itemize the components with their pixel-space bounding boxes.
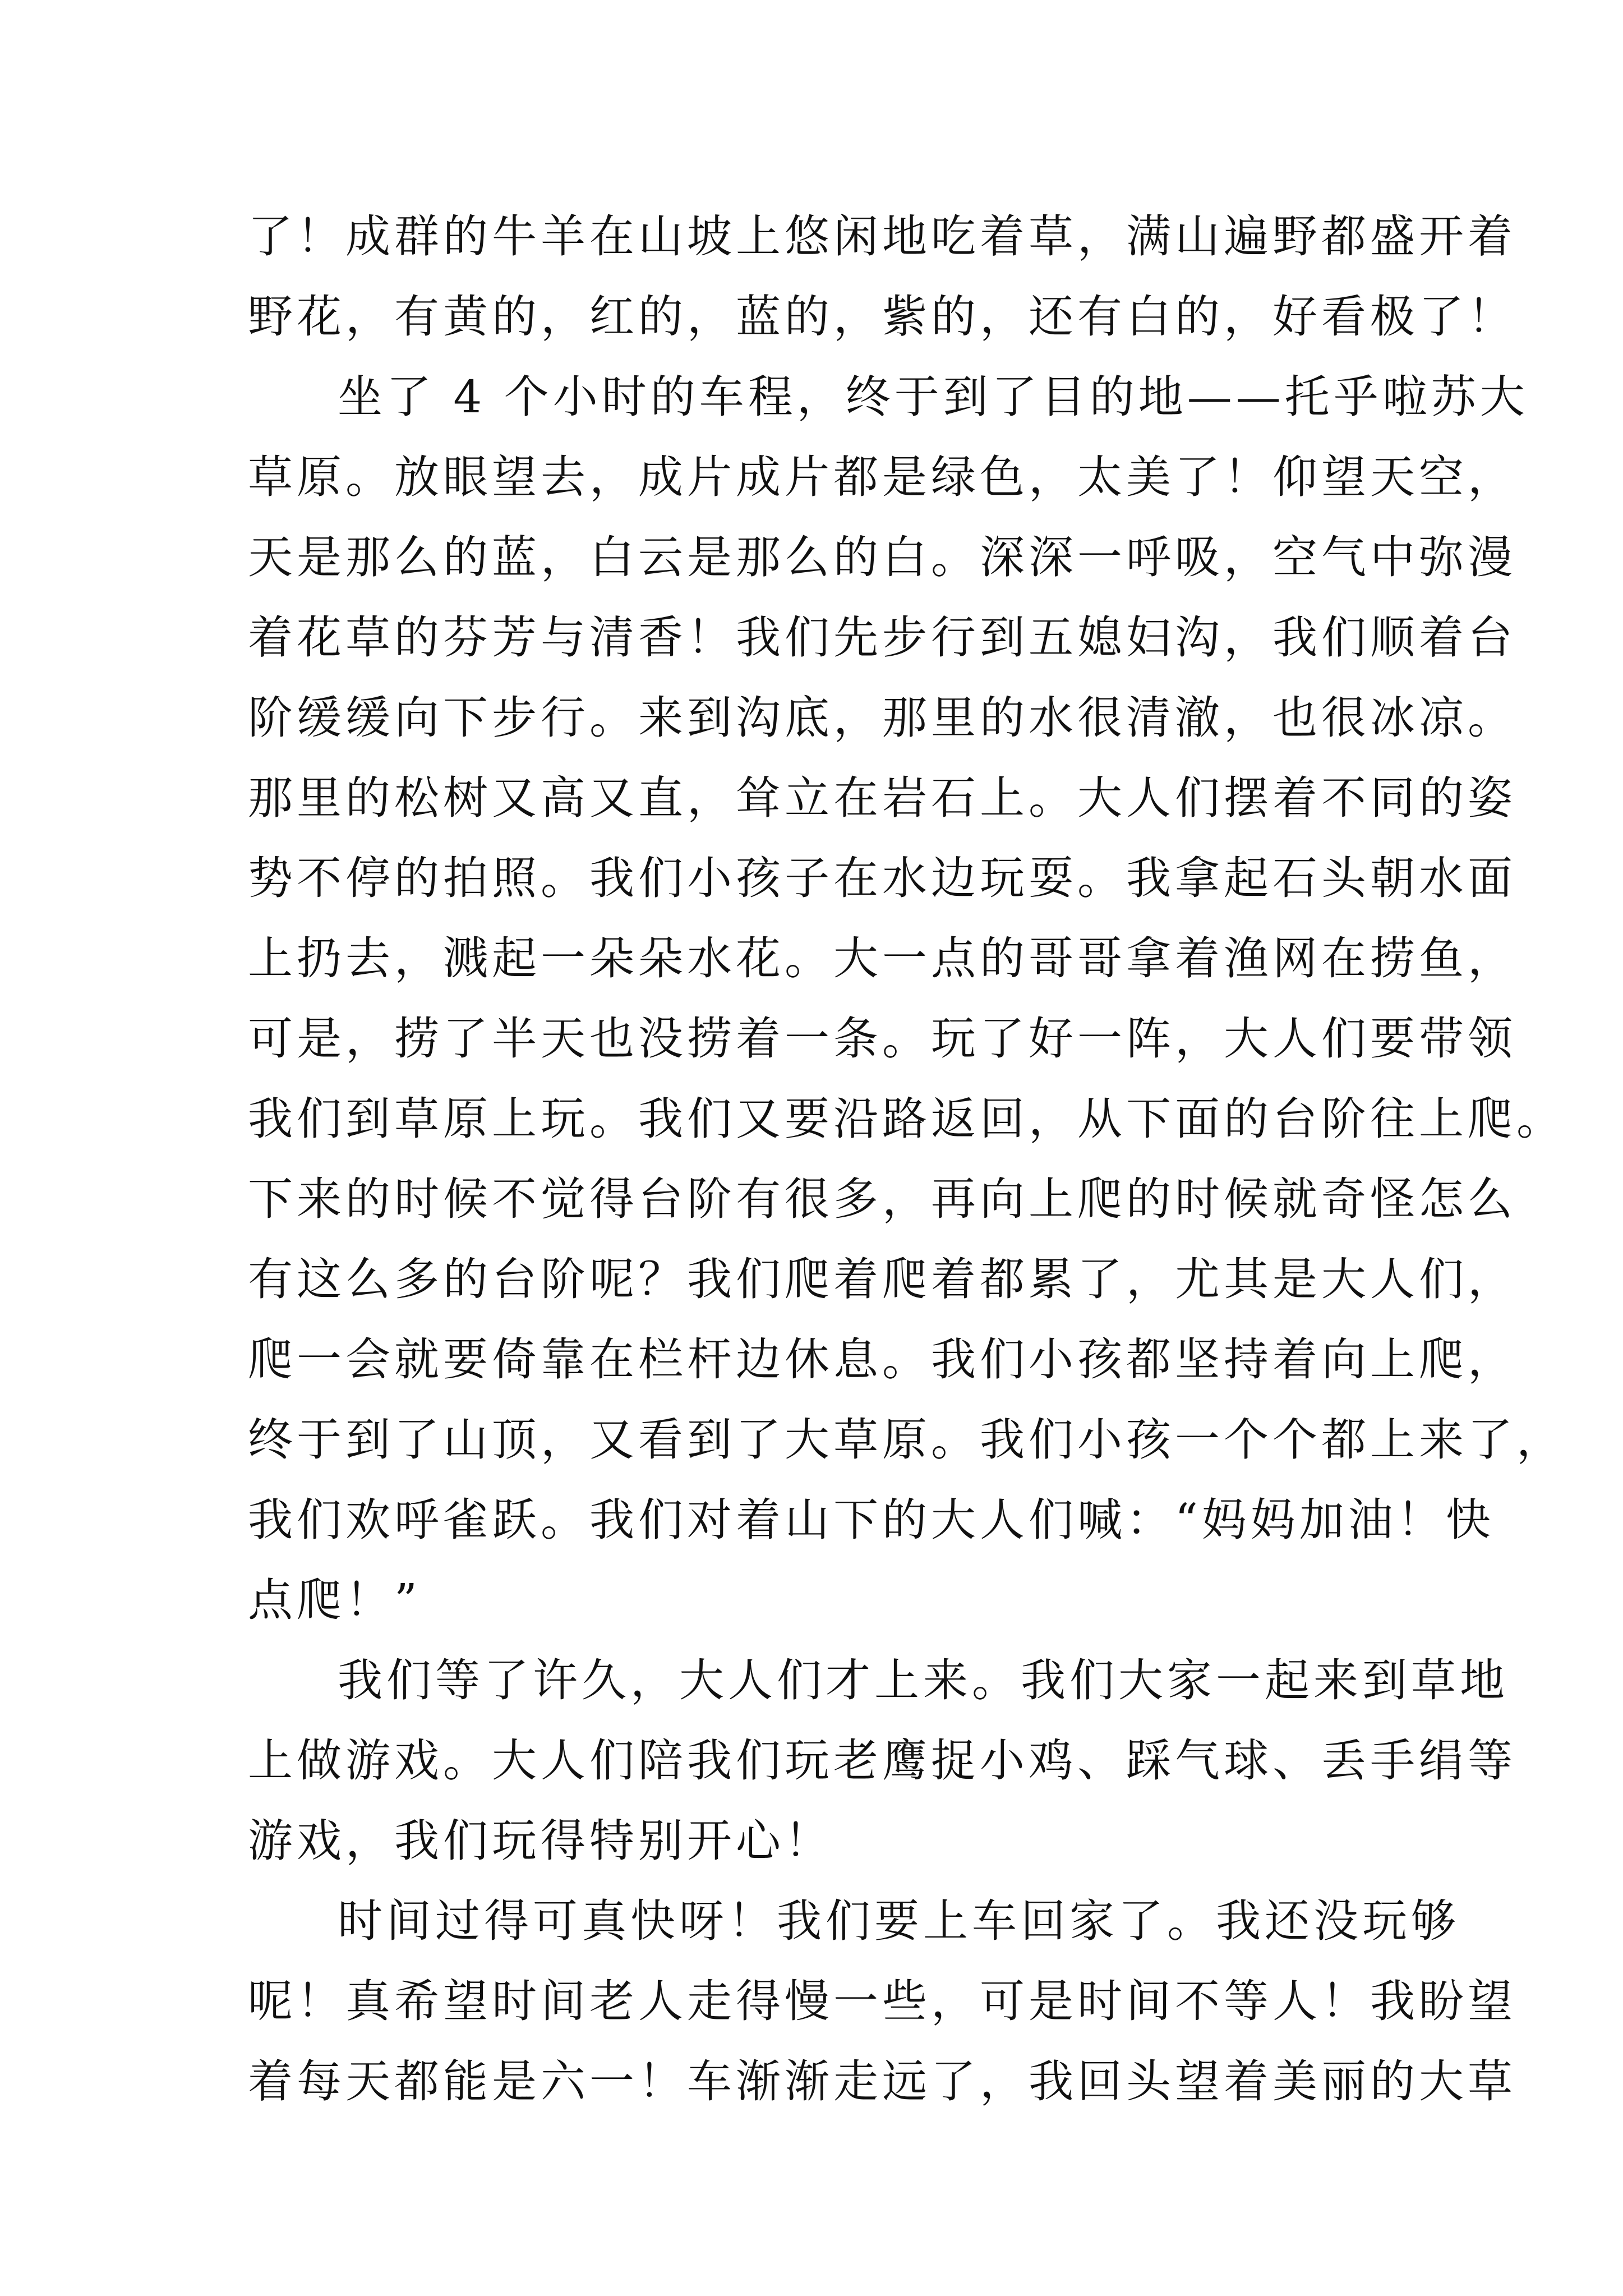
text-line: 爬一会就要倚靠在栏杆边休息。我们小孩都坚持着向上爬，: [248, 1333, 1516, 1386]
paragraph-start-line: 坐了 4 个小时的车程，终于到了目的地——托乎啦苏大: [338, 371, 1529, 423]
text-line: 上做游戏。大人们陪我们玩老鹰捉小鸡、踩气球、丢手绢等: [248, 1734, 1516, 1787]
text-line: 了！成群的牛羊在山坡上悠闲地吃着草，满山遍野都盛开着: [248, 210, 1516, 263]
text-line: 着每天都能是六一！车渐渐走远了，我回头望着美丽的大草: [248, 2055, 1516, 2108]
paragraph-start-line: 我们等了许久，大人们才上来。我们大家一起来到草地: [338, 1654, 1509, 1706]
essay-text: [248, 196, 1565, 2122]
text-line: 那里的松树又高又直，耸立在岩石上。大人们摆着不同的姿: [248, 772, 1516, 824]
text-line: 可是，捞了半天也没捞着一条。玩了好一阵，大人们要带领: [248, 1013, 1516, 1065]
text-line: 终于到了山顶，又看到了大草原。我们小孩一个个都上来了，: [248, 1414, 1565, 1466]
text-line: 天是那么的蓝，白云是那么的白。深深一呼吸，空气中弥漫: [248, 531, 1516, 583]
text-line: 下来的时候不觉得台阶有很多，再向上爬的时候就奇怪怎么: [248, 1173, 1516, 1225]
text-line: 上扔去，溅起一朵朵水花。大一点的哥哥拿着渔网在捞鱼，: [248, 932, 1516, 984]
text-line: 呢！真希望时间老人走得慢一些，可是时间不等人！我盼望: [248, 1975, 1516, 2027]
text-line: 势不停的拍照。我们小孩子在水边玩耍。我拿起石头朝水面: [248, 852, 1516, 904]
text-line: 我们欢呼雀跃。我们对着山下的大人们喊：“妈妈加油！快: [248, 1494, 1495, 1546]
text-line: 野花，有黄的，红的，蓝的，紫的，还有白的，好看极了！: [248, 291, 1516, 343]
text-line: 阶缓缓向下步行。来到沟底，那里的水很清澈，也很冰凉。: [248, 692, 1516, 744]
text-line: 有这么多的台阶呢？我们爬着爬着都累了，尤其是大人们，: [248, 1253, 1516, 1305]
text-line: 游戏，我们玩得特别开心！: [248, 1815, 833, 1867]
paragraph-start-line: 时间过得可真快呀！我们要上车回家了。我还没玩够: [338, 1895, 1460, 1947]
text-line: 我们到草原上玩。我们又要沿路返回，从下面的台阶往上爬。: [248, 1093, 1565, 1145]
text-line: 着花草的芬芳与清香！我们先步行到五媳妇沟，我们顺着台: [248, 611, 1516, 664]
text-line: 草原。放眼望去，成片成片都是绿色，太美了！仰望天空，: [248, 451, 1516, 503]
text-line: 点爬！”: [248, 1574, 421, 1626]
